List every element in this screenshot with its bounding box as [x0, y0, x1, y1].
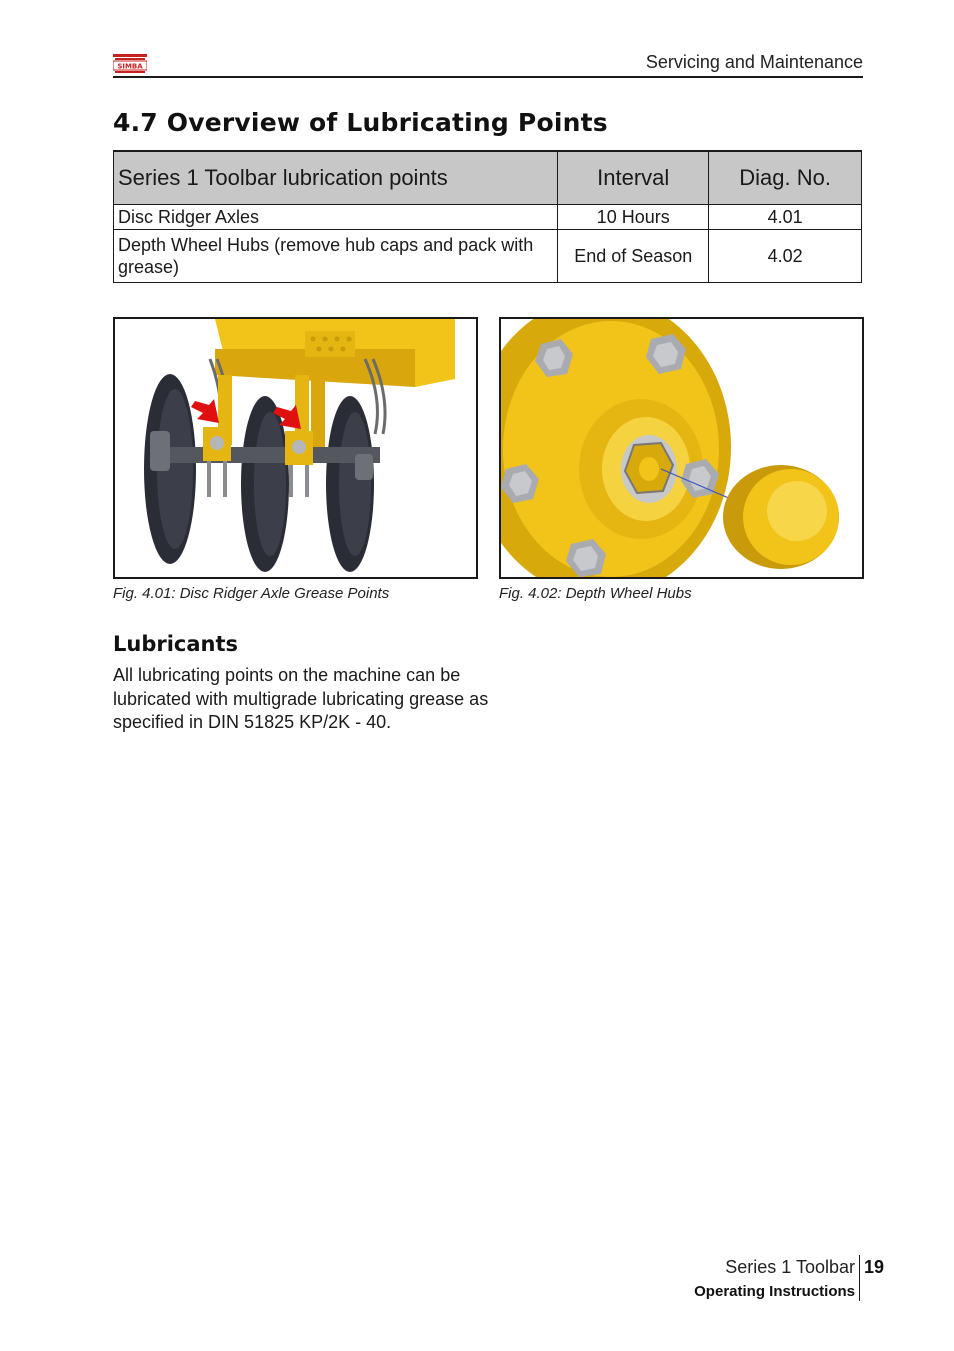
column-header-diag: Diag. No. [709, 151, 862, 205]
figure-depth-wheel-hub [499, 317, 864, 579]
table-cell-interval: End of Season [558, 230, 709, 283]
grease-point-arrow [191, 399, 219, 423]
lubricants-heading: Lubricants [113, 632, 239, 656]
disc-ridger-illustration [115, 319, 476, 577]
header-rule [113, 76, 863, 78]
footer-subtitle: Operating Instructions [694, 1283, 855, 1300]
footer-divider [859, 1255, 860, 1301]
table-cell-diag: 4.02 [709, 230, 862, 283]
svg-text:SIMBA: SIMBA [117, 62, 143, 71]
table-header-row [114, 151, 862, 205]
column-header-interval: Interval [558, 151, 709, 205]
page-number: 19 [864, 1257, 885, 1277]
section-title: 4.7 Overview of Lubricating Points [113, 108, 608, 137]
table-cell-point: Disc Ridger Axles [114, 205, 558, 230]
disc-blade [326, 396, 374, 572]
wheel-hub-illustration [501, 319, 862, 577]
figure-caption: Fig. 4.02: Depth Wheel Hubs [499, 585, 692, 602]
table-cell-interval: 10 Hours [558, 205, 709, 230]
table-cell-diag: 4.01 [709, 205, 862, 230]
header-title: Servicing and Maintenance [645, 52, 863, 72]
simba-logo [113, 54, 147, 74]
lubricants-paragraph: All lubricating points on the machine can be lubricated with multigrade lubricating grease as specified in DIN 51825 KP/2K - 40. [113, 665, 489, 732]
figure-caption: Fig. 4.01: Disc Ridger Axle Grease Points [113, 585, 390, 602]
table-row [114, 205, 862, 230]
hub-cap [723, 465, 839, 569]
figure-disc-ridger [113, 317, 478, 579]
footer-title: Series 1 Toolbar [725, 1257, 855, 1277]
table-row [114, 230, 862, 283]
column-header-points: Series 1 Toolbar lubrication points [114, 151, 558, 205]
table-cell-point: Depth Wheel Hubs (remove hub caps and pack with grease) [114, 230, 558, 283]
lubrication-table [113, 150, 862, 283]
